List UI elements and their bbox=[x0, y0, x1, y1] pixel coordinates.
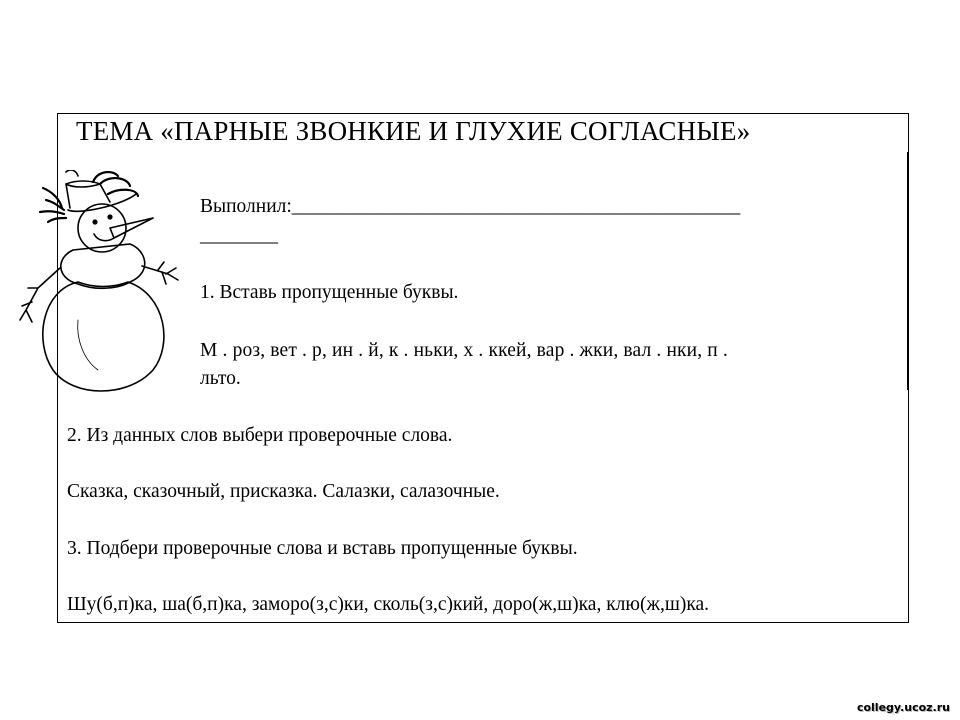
task3-words: Шу(б,п)ка, ша(б,п)ка, заморо(з,с)ки, сколь(з,с)кий, доро(ж,ш)ка, клю(ж,ш)ка. bbox=[67, 594, 710, 615]
task3-heading: 3. Подбери проверочные слова и вставь пропущенные буквы. bbox=[67, 538, 578, 559]
performer-label: Выполнил:______________________________________________ bbox=[200, 196, 741, 217]
watermark: collegy.ucoz.ru bbox=[856, 701, 950, 714]
performer-line-continued: ________ bbox=[200, 225, 278, 246]
task2-words: Сказка, сказочный, присказка. Салазки, салазочные. bbox=[67, 481, 500, 502]
inner-frame-right-line bbox=[907, 152, 909, 390]
task1-heading: 1. Вставь пропущенные буквы. bbox=[200, 282, 459, 303]
task1-line2: льто. bbox=[200, 368, 241, 389]
task2-heading: 2. Из данных слов выбери проверочные слова. bbox=[67, 425, 453, 446]
task1-line1: М . роз, вет . р, ин . й, к . ньки, х . ккей, вар . жки, вал . нки, п . bbox=[200, 340, 728, 361]
snowman-icon bbox=[18, 170, 183, 410]
page-title: ТЕМА «ПАРНЫЕ ЗВОНКИЕ И ГЛУХИЕ СОГЛАСНЫЕ» bbox=[76, 116, 751, 146]
